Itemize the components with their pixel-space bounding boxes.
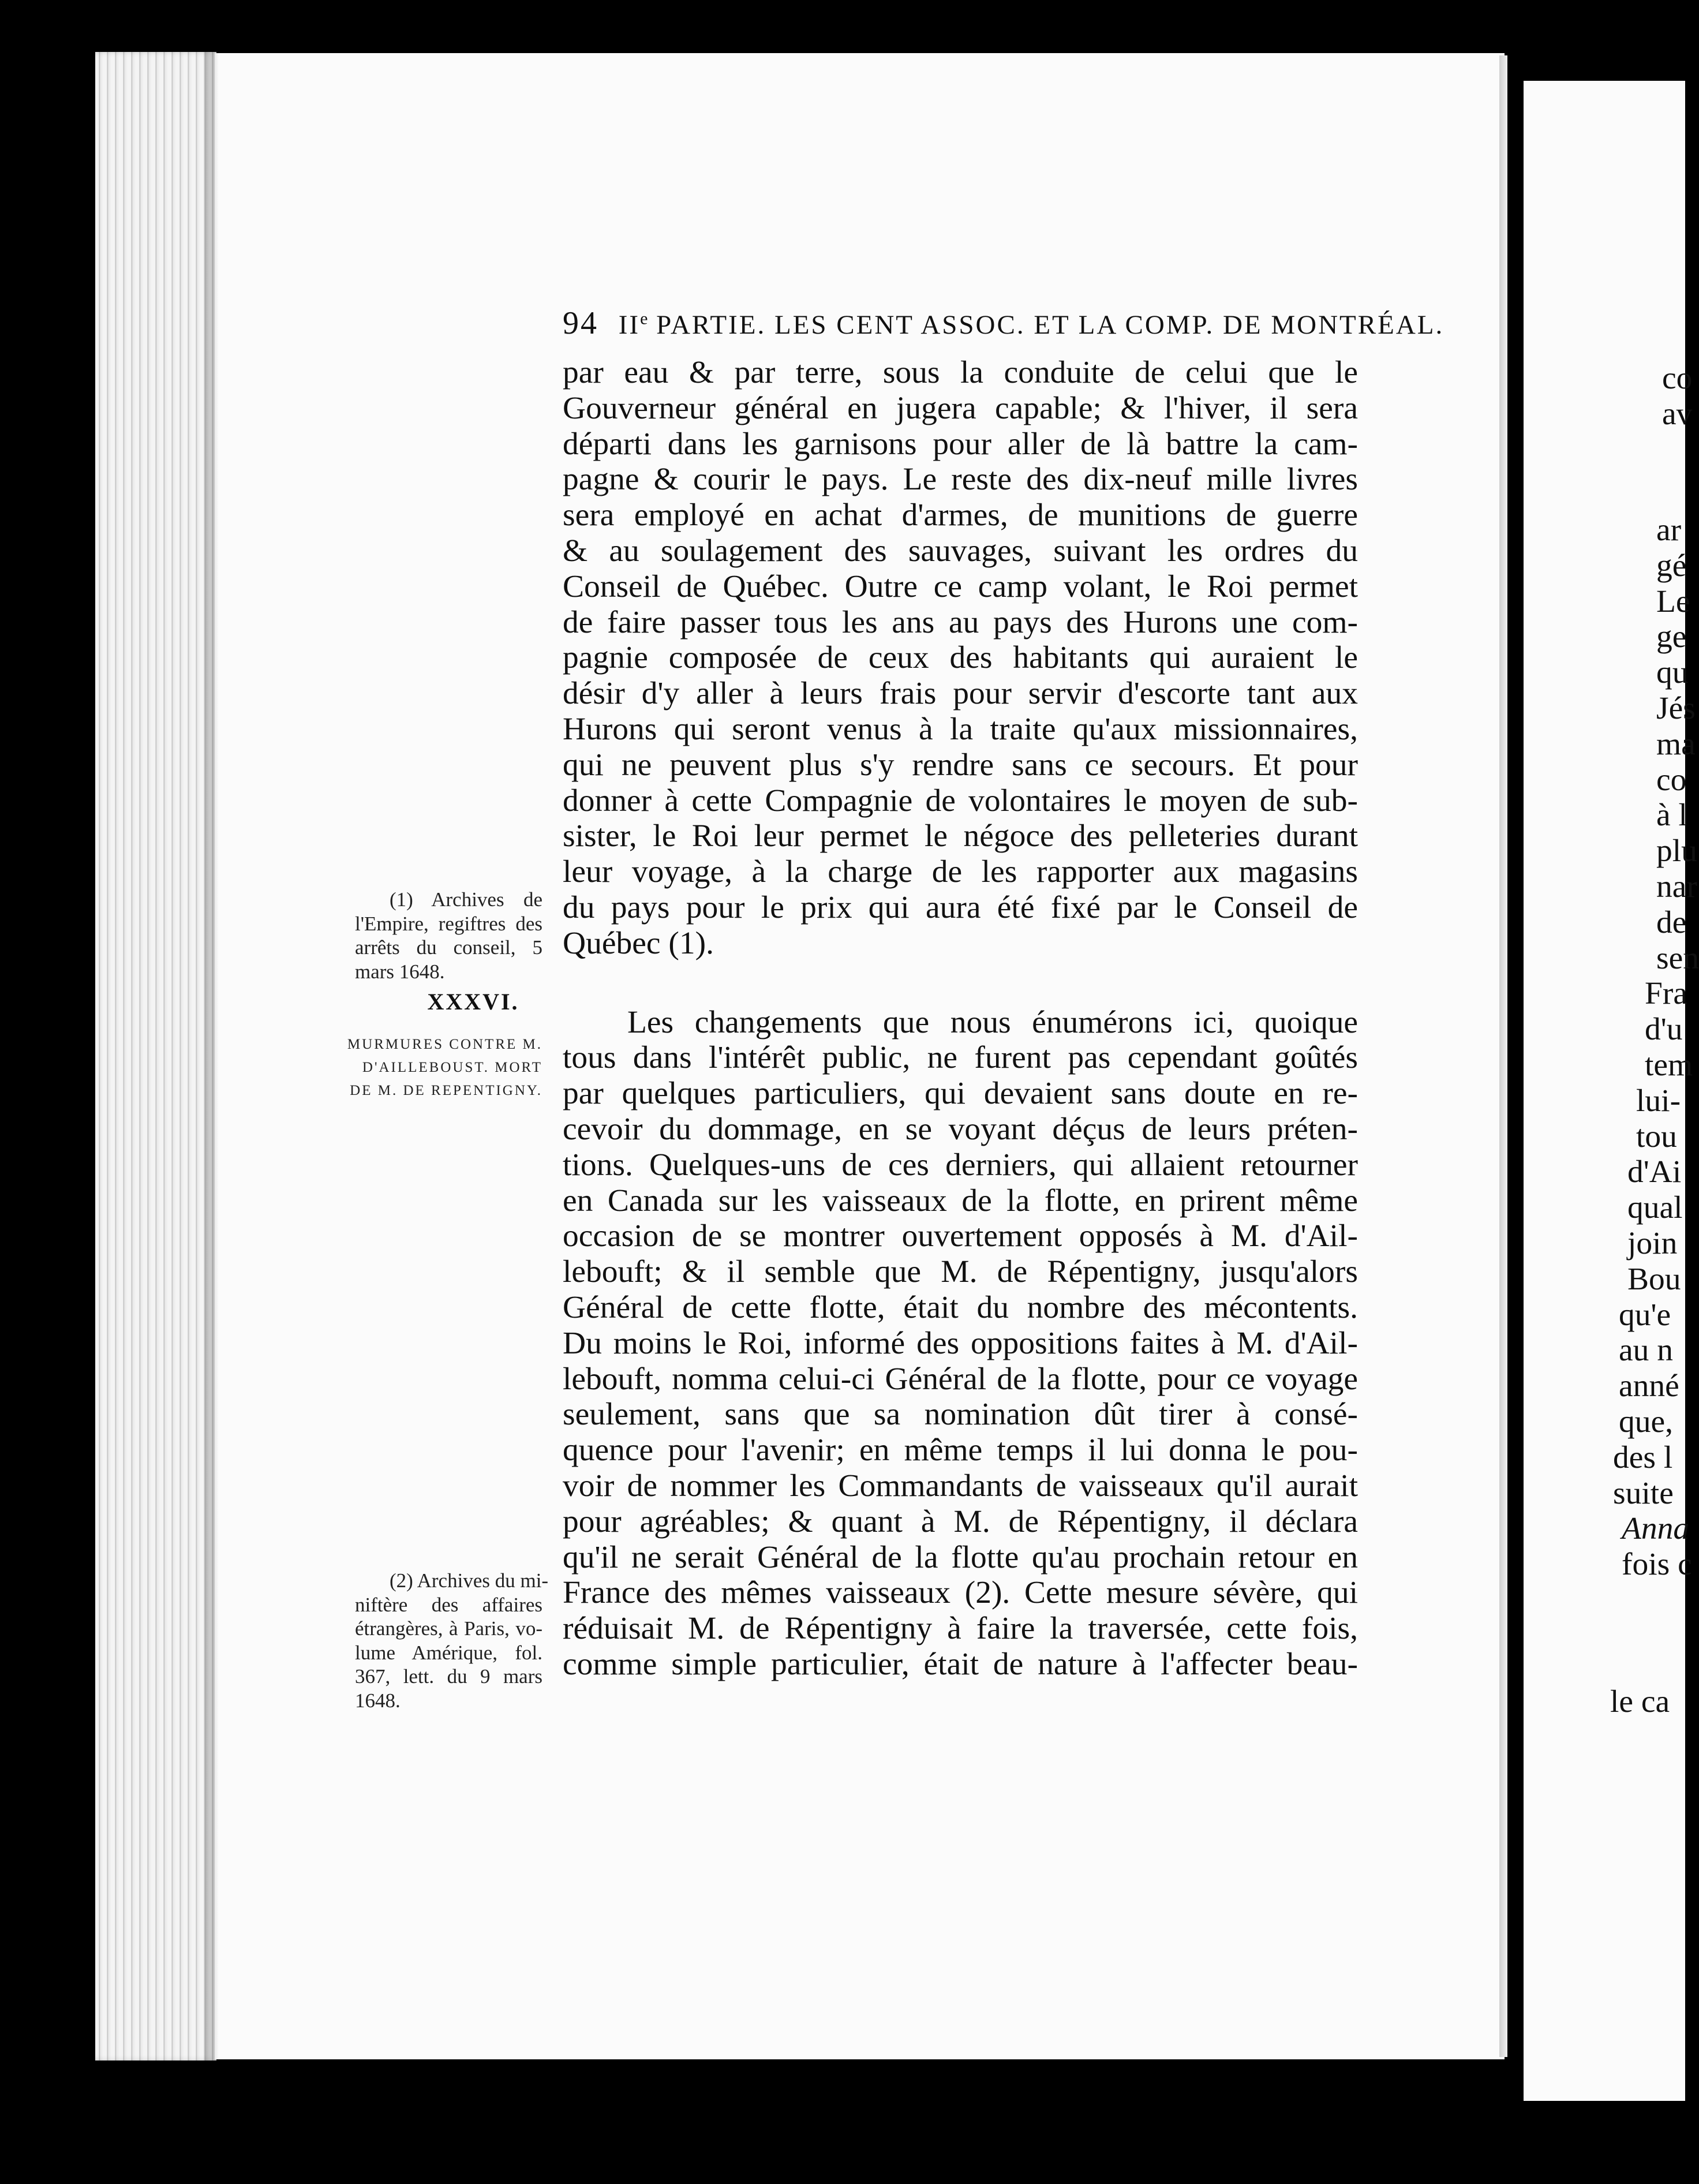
facing-line: anné [1619,1368,1679,1404]
section-heading-line: D'AILLEBOUST. MORT [362,1060,542,1075]
facing-line: Fra [1645,976,1687,1012]
facing-line: ar [1656,513,1682,548]
text-line: seulement, sans que sa nomination dût tirer à consé- [563,1397,1358,1433]
section-heading-line: DE M. DE REPENTIGNY. [350,1083,542,1098]
text-line: Les changements que nous énumérons ici, quoique [627,1004,1358,1040]
facing-page-text-bottom [1610,1684,1685,1720]
footnote-line: (1) Archives de [390,888,542,911]
facing-line: co [1656,762,1687,798]
page-number: 94 [563,305,598,341]
text-line: Gouverneur général en jugera capable; & l'hiver, il sera [563,390,1358,426]
facing-line: gé [1656,548,1687,584]
text-line: Du moins le Roi, informé des oppositions faites à M. d'Ail- [563,1325,1358,1361]
text-line: qu'il ne serait Général de la flotte qu'au prochain retour en [563,1539,1358,1575]
footnote-line: arrêts du conseil, 5 [355,936,542,959]
text-line: voir de nommer les Commandants de vaisseaux qu'il aurait [563,1468,1358,1504]
facing-line: le ca [1610,1684,1670,1719]
facing-line: qual [1627,1190,1683,1226]
text-line: Hurons qui seront venus à la traite qu'aux missionnaires, [563,711,1358,747]
facing-line: qu [1656,655,1689,691]
text-line: sera employé en achat d'armes, de munitions de guerre [563,498,1358,533]
text-line: pour agréables; & quant à M. de Répentigny, il déclara [563,1504,1358,1539]
text-line: France des mêmes vaisseaux (2). Cette mesure sévère, qui [563,1575,1358,1611]
footnote-line: lume Amérique, fol. [355,1641,542,1664]
facing-line: de [1656,904,1687,940]
facing-line: ge [1656,619,1687,655]
section-heading-line: MURMURES CONTRE M. [347,1037,542,1052]
facing-line: fois c [1622,1547,1692,1583]
text-line: désir d'y aller à leurs frais pour servir d'escorte tant aux [563,676,1358,712]
part-roman: II [618,310,641,340]
part-superscript: e [640,309,648,328]
footnote-1 [355,888,542,983]
text-line: Conseil de Québec. Outre ce camp volant, le Roi permet [563,569,1358,604]
facing-line: des l [1613,1439,1673,1475]
footnote-line: 1648. [355,1689,401,1712]
facing-line: plu [1656,833,1697,869]
facing-line: co [1662,361,1693,396]
facing-line: tem [1645,1047,1693,1083]
text-line: qui ne peuvent plus s'y rendre sans ce secours. Et pour [563,747,1358,783]
footnote-line: l'Empire, regiftres des [355,912,542,935]
text-line: pagnie composée de ceux des habitants qui auraient le [563,640,1358,676]
facing-line: d'u [1645,1012,1683,1048]
facing-line: tou [1636,1119,1677,1154]
facing-line: Jés [1656,690,1696,726]
text-line: occasion de se montrer ouvertement opposés à M. d'Ail- [563,1218,1358,1254]
facing-line: lui- [1636,1083,1681,1119]
text-line: en Canada sur les vaisseaux de la flotte, en prirent même [563,1183,1358,1218]
facing-line: d'Ai [1627,1154,1682,1190]
facing-line: nar [1656,869,1697,904]
text-line: lebouft; & il semble que M. de Répentigny, jusqu'alors [563,1254,1358,1290]
facing-page-text-top [1662,361,1693,432]
text-line: tous dans l'intérêt public, ne furent pas cependant goûtés [563,1040,1358,1076]
footnote-2 [355,1569,549,1712]
text-line: & au soulagement des sauvages, suivant les ordres du [563,533,1358,569]
facing-line: au n [1619,1333,1674,1368]
facing-line: qu'e [1619,1297,1671,1333]
text-line: du pays pour le prix qui aura été fixé par le Conseil de [563,889,1358,925]
footnote-line: niftère des affaires [355,1593,542,1616]
section-heading [335,1033,542,1102]
text-line: réduisait M. de Répentigny à faire la traversée, cette fois, [563,1611,1358,1647]
page-right-edge [1499,55,1507,2057]
text-line: lebouft, nomma celui-ci Général de la flotte, pour ce voyage [563,1361,1358,1397]
text-line: cevoir du dommage, en se voyant déçus de leurs préten- [563,1111,1358,1147]
running-head [563,305,1444,342]
text-line: de faire passer tous les ans au pays des Hurons une com- [563,604,1358,640]
gutter-shadow [205,52,219,2060]
facing-line: join [1627,1225,1678,1261]
facing-line: que, [1619,1404,1674,1439]
section-number: XXXVI. [427,989,519,1015]
footnote-line: mars 1648. [355,960,445,983]
text-line: comme simple particulier, était de nature à l'affecter beau- [563,1646,1358,1682]
footnote-line: étrangères, à Paris, vo- [355,1617,542,1640]
text-line: leur voyage, à la charge de les rapporter aux magasins [563,854,1358,890]
book-page-edges [95,52,216,2060]
footnote-line: 367, lett. du 9 mars [355,1665,542,1688]
facing-line: à l [1656,798,1687,833]
facing-line: Bou [1627,1261,1681,1297]
text-line: par quelques particuliers, qui devaient sans doute en re- [563,1076,1358,1112]
text-line: quence pour l'avenir; en même temps il lui donna le pou- [563,1433,1358,1468]
text-line: sister, le Roi leur permet le négoce des pelleteries durant [563,818,1358,854]
facing-line: av [1662,396,1693,432]
text-line: donner à cette Compagnie de volontaires le moyen de sub- [563,783,1358,818]
running-title: PARTIE. LES CENT ASSOC. ET LA COMP. DE MONTRÉAL. [656,310,1444,340]
paragraph-gap [563,962,1358,1005]
facing-line: Le [1656,584,1690,619]
main-text [563,355,1358,1682]
facing-line: sen [1656,940,1699,976]
text-line: pagne & courir le pays. Le reste des dix-neuf mille livres [563,462,1358,498]
facing-page-text-main [1613,513,1699,1583]
text-line: tions. Quelques-uns de ces derniers, qui allaient retourner [563,1147,1358,1183]
footnote-line: (2) Archives du mi- [390,1569,549,1592]
facing-line: Anna [1622,1511,1690,1547]
facing-line: ma [1656,726,1696,762]
text-line: Québec (1). [563,925,714,961]
text-line: départi dans les garnisons pour aller de là battre la cam- [563,426,1358,462]
text-line: Général de cette flotte, était du nombre des mécontents. [563,1289,1358,1325]
facing-line: suite [1613,1475,1674,1511]
text-line: par eau & par terre, sous la conduite de celui que le [563,355,1358,390]
